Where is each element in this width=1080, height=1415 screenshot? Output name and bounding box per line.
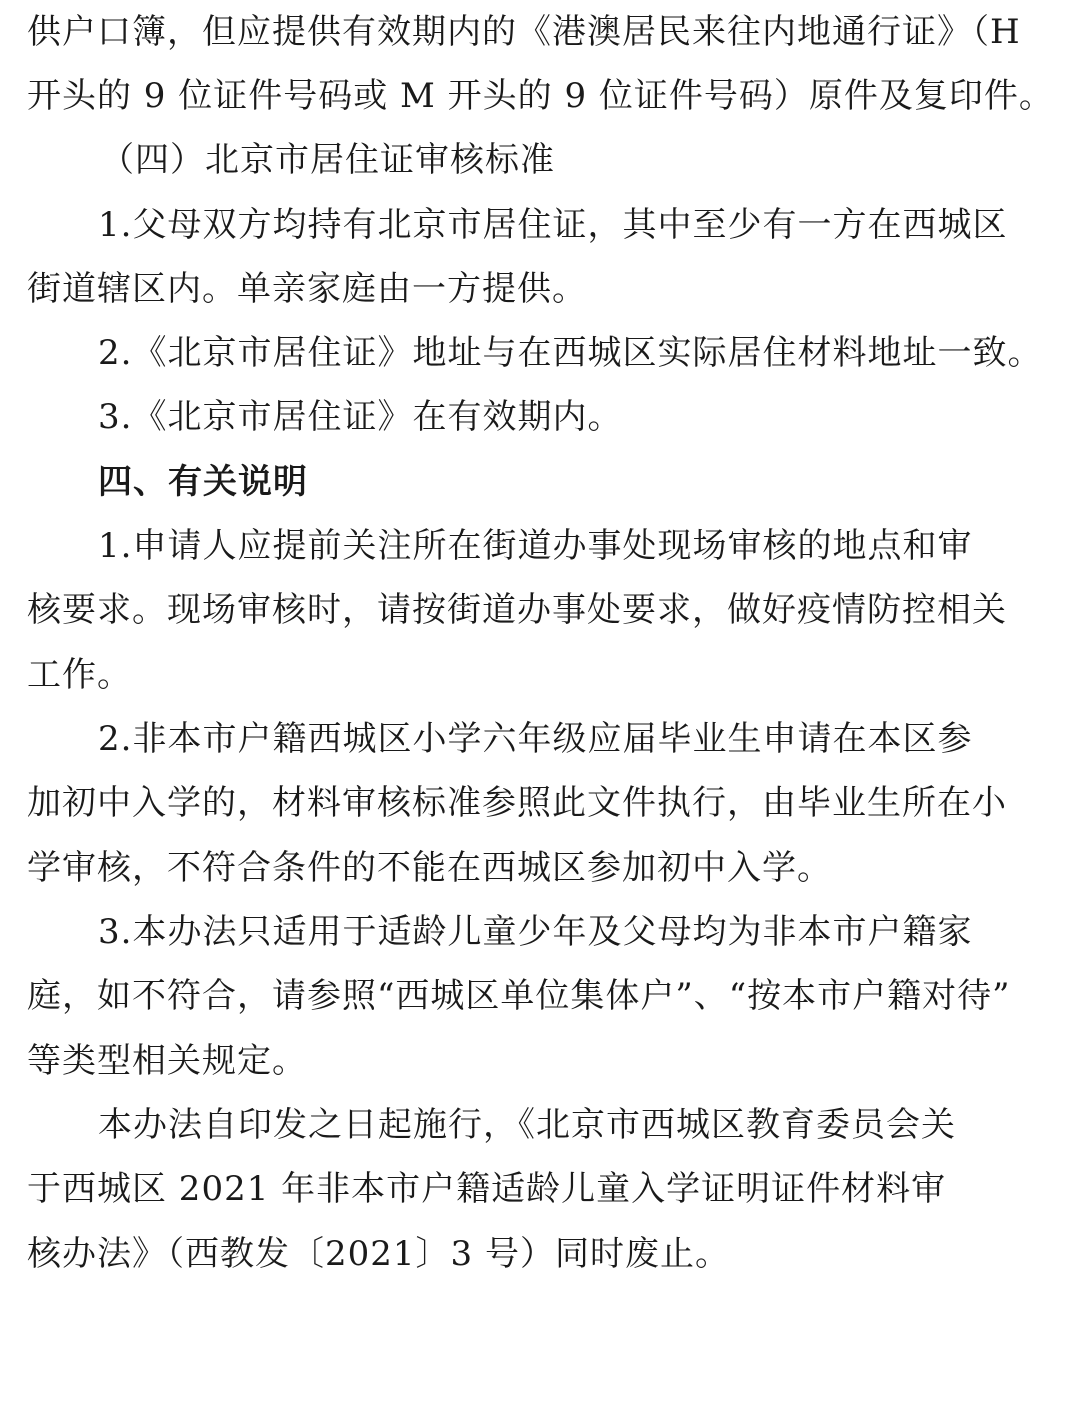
section-heading-notes: 四、有关说明	[98, 462, 308, 502]
text-line-13: 加初中入学的，材料审核标准参照此文件执行，由毕业生所在小	[27, 783, 1007, 823]
text-line-9: 1.申请人应提前关注所在街道办事处现场审核的地点和审	[98, 526, 973, 566]
text-line-16: 庭，如不符合，请参照“西城区单位集体户”、“按本市户籍对待”	[27, 976, 1011, 1016]
text-line-2: 开头的 9 位证件号码或 M 开头的 9 位证件号码）原件及复印件。	[27, 76, 1054, 116]
text-line-10: 核要求。现场审核时，请按街道办事处要求，做好疫情防控相关	[27, 590, 1007, 630]
text-line-15: 3.本办法只适用于适龄儿童少年及父母均为非本市户籍家	[98, 912, 973, 952]
text-line-6: 2.《北京市居住证》地址与在西城区实际居住材料地址一致。	[98, 333, 1043, 373]
text-line-14: 学审核，不符合条件的不能在西城区参加初中入学。	[27, 848, 832, 888]
text-line-19: 于西城区 2021 年非本市户籍适龄儿童入学证明证件材料审	[27, 1169, 947, 1209]
text-line-11: 工作。	[27, 655, 132, 695]
text-line-4: 1.父母双方均持有北京市居住证，其中至少有一方在西城区	[98, 205, 1008, 245]
text-line-20: 核办法》（西教发〔2021〕3 号）同时废止。	[27, 1234, 730, 1274]
text-line-18: 本办法自印发之日起施行，《北京市西城区教育委员会关	[98, 1105, 956, 1145]
text-line-17: 等类型相关规定。	[27, 1041, 307, 1081]
text-line-1: 供户口簿，但应提供有效期内的《港澳居民来往内地通行证》（H	[27, 12, 1021, 52]
text-line-7: 3.《北京市居住证》在有效期内。	[98, 397, 623, 437]
section-heading-residence-permit: （四）北京市居住证审核标准	[100, 140, 555, 180]
text-line-12: 2.非本市户籍西城区小学六年级应届毕业生申请在本区参	[98, 719, 973, 759]
text-line-5: 街道辖区内。单亲家庭由一方提供。	[27, 269, 587, 309]
